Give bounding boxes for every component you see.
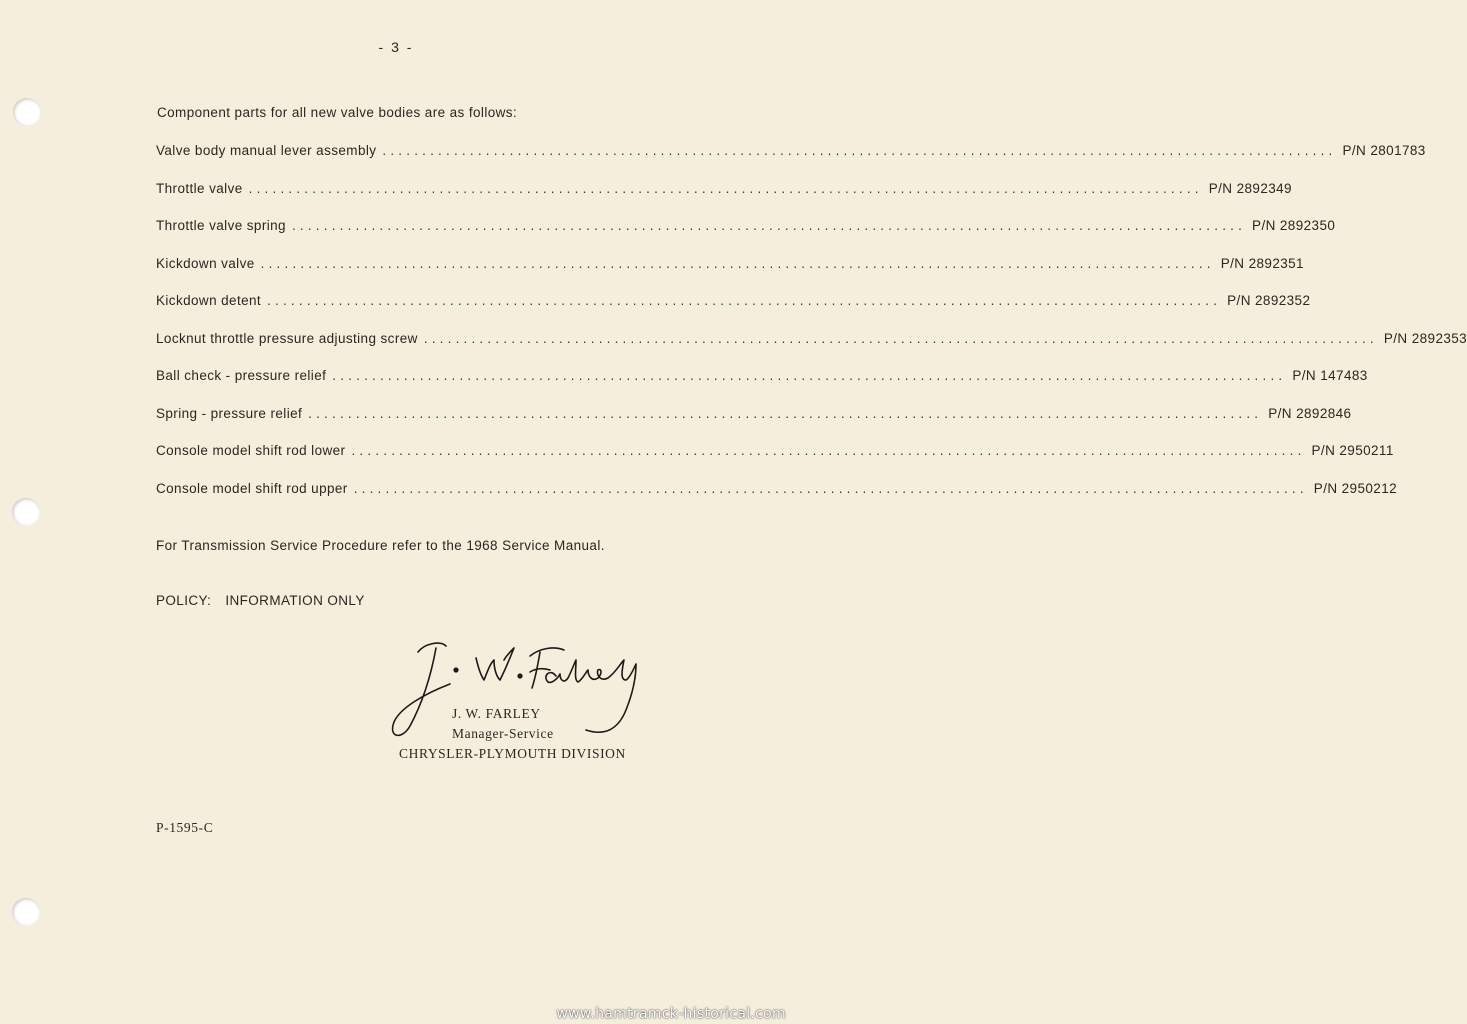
part-row [156,368,1368,406]
dot-leader: ........................................................................................................................ [351,443,1306,458]
punch-hole [12,898,40,926]
policy-value: INFORMATION ONLY [225,593,365,608]
part-row [156,330,1467,369]
dot-leader: ........................................................................................................................ [248,180,1203,196]
dot-leader: ........................................................................................................................ [267,293,1222,308]
part-row [156,405,1352,444]
dot-leader: ........................................................................................................................ [291,218,1247,233]
part-number: P/N 2892351 [1220,255,1304,271]
dot-leader: ........................................................................................................................ [308,405,1263,421]
policy-line [156,593,365,608]
part-number: P/N 2892352 [1227,293,1311,308]
part-number: P/N 147483 [1292,368,1368,383]
part-name: Throttle valve [156,180,243,196]
dot-leader: ........................................................................................................................ [382,143,1337,158]
part-name: Kickdown detent [156,293,262,308]
part-number: P/N 2950211 [1311,443,1394,458]
policy-label: POLICY: [156,593,212,608]
part-name: Console model shift rod lower [156,443,346,458]
part-name: Throttle valve spring [156,218,286,233]
dot-leader: ........................................................................................................................ [353,480,1308,496]
part-row [156,180,1292,219]
part-name: Locknut throttle pressure adjusting screw [156,330,418,346]
signer-title: Manager-Service [452,726,554,741]
part-row [156,443,1394,481]
part-name: Ball check - pressure relief [156,368,327,383]
signer-division: CHRYSLER-PLYMOUTH DIVISION [399,746,626,761]
signer-name: J. W. FARLEY [452,706,541,721]
punch-hole [13,98,41,126]
part-number: P/N 2892350 [1252,218,1336,233]
parts-list [156,143,1467,518]
part-name: Spring - pressure relief [156,405,303,421]
reference-text: For Transmission Service Procedure refer to the 1968 Service Manual. [156,538,605,553]
part-row [156,255,1304,294]
watermark-text: www.hamtramck-historical.com [556,1006,786,1022]
punch-hole [12,498,40,526]
document-code: P-1595-C [156,820,214,835]
part-row [156,480,1398,519]
part-row [156,218,1336,256]
part-name: Kickdown valve [156,255,255,271]
part-number: P/N 2892353 [1383,330,1467,346]
part-name: Valve body manual lever assembly [156,143,377,158]
part-row [156,143,1426,181]
part-row [156,293,1311,331]
part-number: P/N 2892846 [1268,405,1352,421]
intro-text: Component parts for all new valve bodies are as follows: [157,105,518,120]
part-number: P/N 2892349 [1208,180,1292,196]
part-number: P/N 2950212 [1313,480,1398,496]
part-number: P/N 2801783 [1342,143,1426,158]
dot-leader: ........................................................................................................................ [332,368,1287,383]
dot-leader: ........................................................................................................................ [423,330,1378,346]
part-name: Console model shift rod upper [156,480,348,496]
dot-leader: ........................................................................................................................ [260,255,1215,271]
page-number: - 3 - [378,39,414,55]
